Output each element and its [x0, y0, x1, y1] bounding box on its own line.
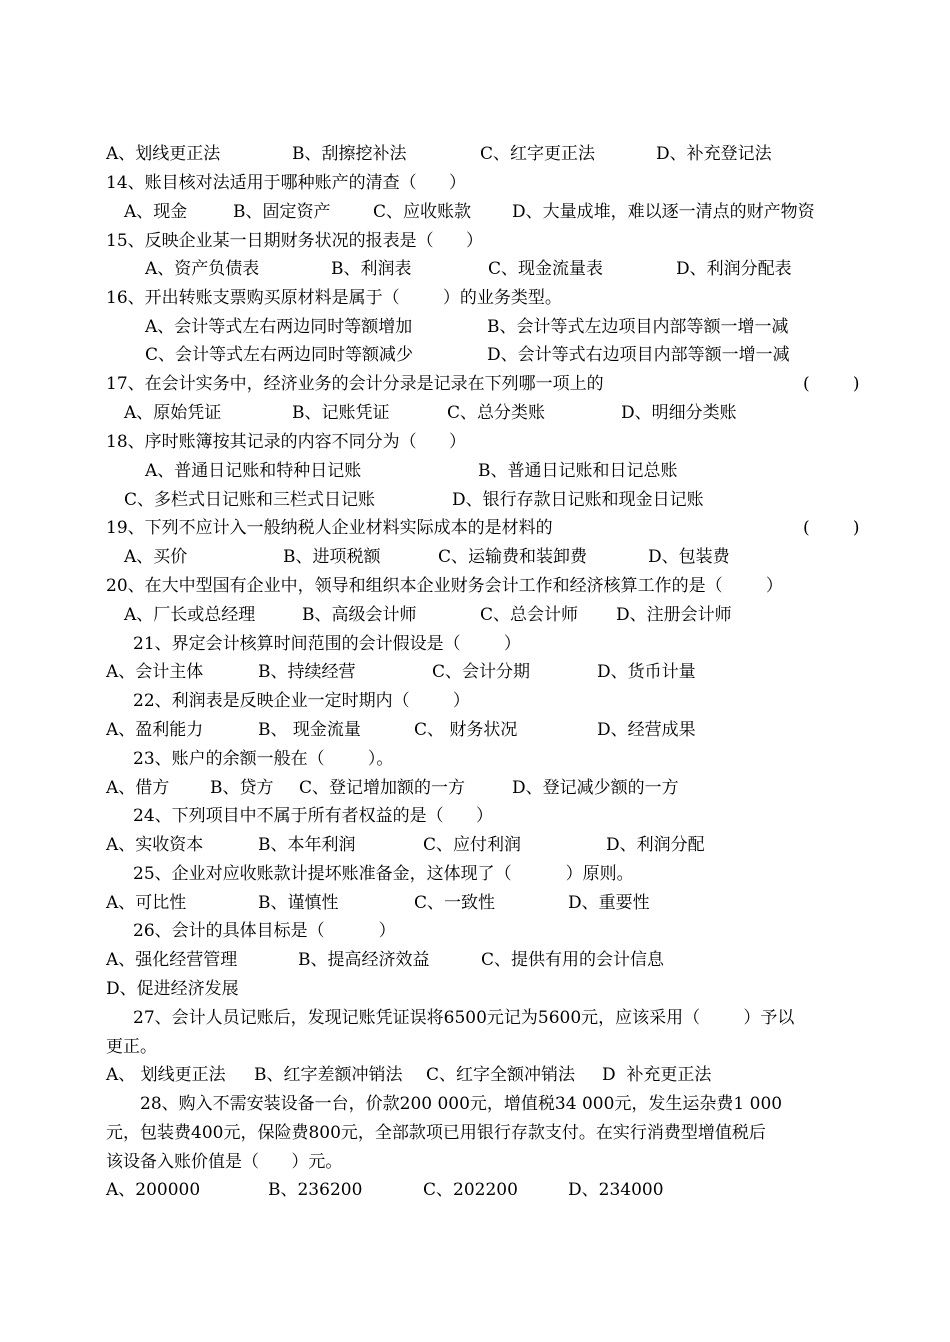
option-d: D、大量成堆，难以逐一清点的财产物资	[512, 202, 815, 222]
option-c: C、总会计师	[480, 605, 579, 625]
option-a: A、借方	[106, 778, 170, 798]
option-b: B、固定资产	[233, 202, 331, 222]
option-c: C、会计分期	[432, 662, 531, 682]
option-a: A、200000	[106, 1180, 201, 1200]
option-d: D、注册会计师	[616, 605, 732, 625]
question-27: 27、会计人员记账后，发现记账凭证误将6500元记为5600元，应该采用（ ）予以	[133, 1008, 795, 1028]
option-a: A、实收资本	[106, 835, 204, 855]
option-b: B、利润表	[331, 259, 412, 279]
option-a: A、强化经营管理	[106, 950, 238, 970]
option-c: C、运输费和装卸费	[438, 547, 588, 567]
option-b: B、本年利润	[258, 835, 356, 855]
option-d: D、会计等式右边项目内部等额一增一减	[487, 345, 790, 365]
option-c: C、多栏式日记账和三栏式日记账	[124, 490, 376, 510]
question-21: 21、界定会计核算时间范围的会计假设是（ ）	[133, 634, 521, 654]
option-b: B、会计等式左边项目内部等额一增一减	[487, 317, 789, 337]
question-15: 15、反映企业某一日期财务状况的报表是（ ）	[106, 231, 484, 251]
option-c: C、总分类账	[447, 403, 546, 423]
option-c: C、会计等式左右两边同时等额减少	[145, 345, 414, 365]
option-d: D、经营成果	[597, 720, 696, 740]
question-24: 24、下列项目中不属于所有者权益的是（ ）	[133, 806, 494, 826]
question-17: 17、在会计实务中，经济业务的会计分录是记录在下列哪一项上的	[106, 374, 604, 394]
option-d: D、234000	[568, 1180, 664, 1200]
option-a: A、盈利能力	[106, 720, 204, 740]
option-a: A、原始凭证	[124, 403, 222, 423]
option-a: A、厂长或总经理	[124, 605, 256, 625]
option-a: A、买价	[124, 547, 188, 567]
option-b: B、记账凭证	[292, 403, 390, 423]
option-a: A、 划线更正法	[106, 1065, 226, 1085]
option-b: B、 现金流量	[258, 720, 361, 740]
question-25: 25、企业对应收账款计提坏账准备金，这体现了（ ）原则。	[133, 864, 634, 884]
question-14: 14、账目核对法适用于哪种账产的清查（ ）	[106, 173, 467, 193]
option-c: C、红字更正法	[480, 144, 596, 164]
option-b: B、236200	[268, 1180, 363, 1200]
option-b: B、红字差额冲销法	[254, 1065, 403, 1085]
option-d: D、促进经济发展	[106, 979, 239, 999]
option-b: B、提高经济效益	[298, 950, 430, 970]
option-c: C、提供有用的会计信息	[481, 950, 665, 970]
option-c: C、红字全额冲销法	[426, 1065, 576, 1085]
option-c: C、202200	[423, 1180, 518, 1200]
option-c: C、一致性	[414, 893, 496, 913]
option-d: D、登记减少额的一方	[512, 778, 679, 798]
option-d: D、重要性	[568, 893, 650, 913]
answer-blank: ( )	[803, 518, 860, 538]
option-b: B、进项税额	[283, 547, 381, 567]
question-28-continued: 元，包装费400元，保险费800元，全部款项已用银行存款支付。在实行消费型增值税后	[106, 1123, 766, 1143]
option-a: A、划线更正法	[106, 144, 221, 164]
option-d: D、利润分配表	[676, 259, 792, 279]
option-b: B、普通日记账和日记总账	[478, 461, 678, 481]
option-d: D、包装费	[648, 547, 730, 567]
option-c: C、登记增加额的一方	[299, 778, 466, 798]
option-a: A、可比性	[106, 893, 187, 913]
question-19: 19、下列不应计入一般纳税人企业材料实际成本的是材料的	[106, 518, 553, 538]
question-20: 20、在大中型国有企业中，领导和组织本企业财务会计工作和经济核算工作的是（ ）	[106, 576, 783, 596]
question-18: 18、序时账簿按其记录的内容不同分为（ ）	[106, 432, 467, 452]
question-28: 28、购入不需安装设备一台，价款200 000元，增值税34 000元，发生运杂费1 000	[140, 1094, 783, 1114]
question-22: 22、利润表是反映企业一定时期内（ ）	[133, 691, 470, 711]
option-b: B、谨慎性	[258, 893, 339, 913]
option-b: B、刮擦挖补法	[292, 144, 407, 164]
option-b: B、持续经营	[258, 662, 356, 682]
option-b: B、高级会计师	[302, 605, 417, 625]
question-26: 26、会计的具体目标是（ ）	[133, 921, 396, 941]
question-28-continued: 该设备入账价值是（ ）元。	[106, 1152, 343, 1172]
option-a: A、现金	[124, 202, 188, 222]
option-c: C、应收账款	[373, 202, 472, 222]
option-a: A、资产负债表	[145, 259, 260, 279]
option-c: C、现金流量表	[488, 259, 604, 279]
answer-blank: ( )	[803, 374, 860, 394]
option-c: C、 财务状况	[414, 720, 518, 740]
option-d: D、利润分配	[606, 835, 705, 855]
option-a: A、会计主体	[106, 662, 204, 682]
option-a: A、会计等式左右两边同时等额增加	[145, 317, 413, 337]
option-d: D、补充登记法	[656, 144, 772, 164]
option-d: D、银行存款日记账和现金日记账	[452, 490, 704, 510]
option-d: D、明细分类账	[621, 403, 737, 423]
option-a: A、普通日记账和特种日记账	[145, 461, 362, 481]
question-16: 16、开出转账支票购买原材料是属于（ ）的业务类型。	[106, 288, 562, 308]
option-b: B、贷方	[210, 778, 274, 798]
question-27-continued: 更正。	[106, 1037, 157, 1057]
option-c: C、应付利润	[423, 835, 522, 855]
option-d: D 补充更正法	[602, 1065, 712, 1085]
option-d: D、货币计量	[597, 662, 696, 682]
question-23: 23、账户的余额一般在（ ）。	[133, 749, 394, 769]
